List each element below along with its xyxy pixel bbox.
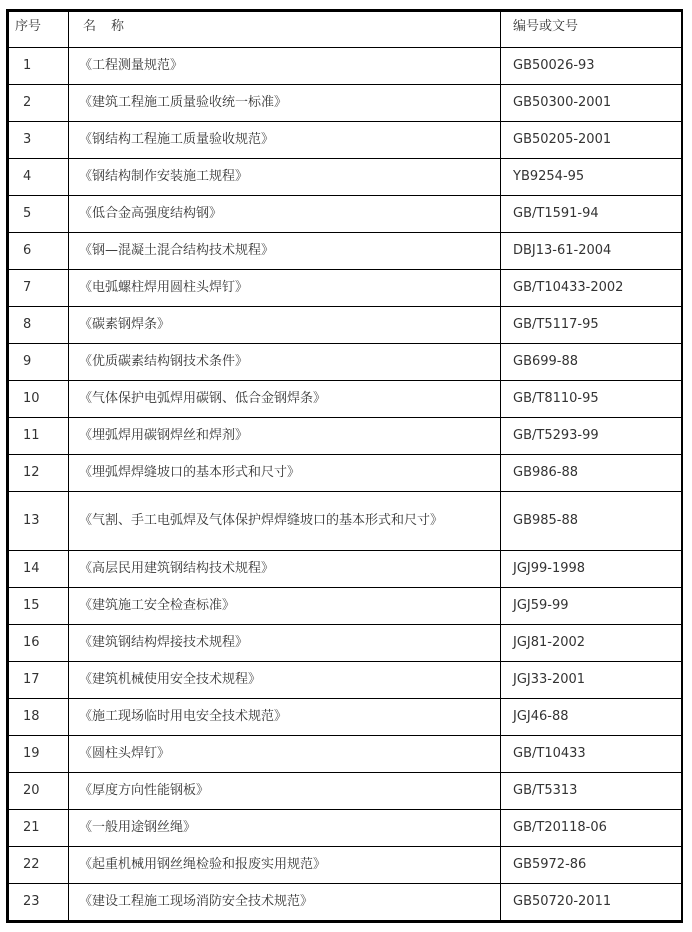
row-code: DBJ13-61-2004 (501, 233, 682, 270)
row-index: 11 (9, 418, 69, 455)
row-code: GB50300-2001 (501, 85, 682, 122)
row-index: 20 (9, 773, 69, 810)
row-code: GB/T1591-94 (501, 196, 682, 233)
row-code: GB/T5117-95 (501, 307, 682, 344)
row-name: 《起重机械用钢丝绳检验和报废实用规范》 (69, 847, 501, 884)
row-name: 《优质碳素结构钢技术条件》 (69, 344, 501, 381)
table-row (9, 270, 682, 307)
row-code: GB50205-2001 (501, 122, 682, 159)
row-name: 《碳素钢焊条》 (69, 307, 501, 344)
row-code: GB699-88 (501, 344, 682, 381)
row-code: GB50720-2011 (501, 884, 682, 921)
row-name: 《钢—混凝土混合结构技术规程》 (69, 233, 501, 270)
row-name: 《气体保护电弧焊用碳钢、低合金钢焊条》 (69, 381, 501, 418)
row-code: JGJ46-88 (501, 699, 682, 736)
row-code: JGJ33-2001 (501, 662, 682, 699)
table-row (9, 773, 682, 810)
row-code: GB/T8110-95 (501, 381, 682, 418)
row-name: 《建设工程施工现场消防安全技术规范》 (69, 884, 501, 921)
row-index: 8 (9, 307, 69, 344)
row-name: 《电弧螺柱焊用圆柱头焊钉》 (69, 270, 501, 307)
row-name: 《建筑钢结构焊接技术规程》 (69, 625, 501, 662)
row-index: 13 (9, 492, 69, 551)
row-index: 17 (9, 662, 69, 699)
row-index: 15 (9, 588, 69, 625)
row-index: 18 (9, 699, 69, 736)
row-index: 5 (9, 196, 69, 233)
row-index: 9 (9, 344, 69, 381)
row-code: GB/T10433-2002 (501, 270, 682, 307)
table-row (9, 699, 682, 736)
standards-table-frame (6, 9, 683, 923)
table-row (9, 122, 682, 159)
row-index: 23 (9, 884, 69, 921)
table-row (9, 810, 682, 847)
row-name: 《厚度方向性能钢板》 (69, 773, 501, 810)
table-row (9, 159, 682, 196)
row-index: 1 (9, 48, 69, 85)
row-name: 《高层民用建筑钢结构技术规程》 (69, 551, 501, 588)
row-name: 《钢结构工程施工质量验收规范》 (69, 122, 501, 159)
row-name: 《钢结构制作安装施工规程》 (69, 159, 501, 196)
row-code: GB50026-93 (501, 48, 682, 85)
table-row (9, 884, 682, 921)
row-index: 22 (9, 847, 69, 884)
row-index: 7 (9, 270, 69, 307)
row-index: 21 (9, 810, 69, 847)
row-index: 16 (9, 625, 69, 662)
table-row (9, 492, 682, 551)
table-header-row (9, 12, 682, 48)
table-row (9, 307, 682, 344)
row-code: GB/T5313 (501, 773, 682, 810)
header-name: 名 称 (69, 12, 501, 48)
row-name: 《建筑施工安全检查标准》 (69, 588, 501, 625)
row-name: 《建筑工程施工质量验收统一标准》 (69, 85, 501, 122)
row-code: GB/T5293-99 (501, 418, 682, 455)
row-index: 6 (9, 233, 69, 270)
row-name: 《气割、手工电弧焊及气体保护焊焊缝坡口的基本形式和尺寸》 (69, 492, 501, 551)
row-name: 《工程测量规范》 (69, 48, 501, 85)
row-name: 《低合金高强度结构钢》 (69, 196, 501, 233)
row-code: GB/T20118-06 (501, 810, 682, 847)
row-code: GB985-88 (501, 492, 682, 551)
row-code: GB986-88 (501, 455, 682, 492)
table-row (9, 551, 682, 588)
table-row (9, 381, 682, 418)
table-row (9, 662, 682, 699)
row-code: GB5972-86 (501, 847, 682, 884)
header-code: 编号或文号 (501, 12, 682, 48)
table-row (9, 344, 682, 381)
header-index: 序号 (9, 12, 69, 48)
row-name: 《施工现场临时用电安全技术规范》 (69, 699, 501, 736)
table-row (9, 196, 682, 233)
table-row (9, 736, 682, 773)
row-code: YB9254-95 (501, 159, 682, 196)
standards-table (8, 11, 682, 921)
row-index: 14 (9, 551, 69, 588)
row-index: 4 (9, 159, 69, 196)
row-name: 《建筑机械使用安全技术规程》 (69, 662, 501, 699)
row-code: JGJ59-99 (501, 588, 682, 625)
table-row (9, 233, 682, 270)
row-name: 《一般用途钢丝绳》 (69, 810, 501, 847)
table-row (9, 85, 682, 122)
row-code: JGJ99-1998 (501, 551, 682, 588)
table-body (9, 48, 682, 921)
row-index: 12 (9, 455, 69, 492)
row-name: 《圆柱头焊钉》 (69, 736, 501, 773)
table-row (9, 455, 682, 492)
table-row (9, 588, 682, 625)
row-name: 《埋弧焊焊缝坡口的基本形式和尺寸》 (69, 455, 501, 492)
row-index: 19 (9, 736, 69, 773)
row-index: 10 (9, 381, 69, 418)
table-row (9, 847, 682, 884)
row-index: 2 (9, 85, 69, 122)
table-row (9, 625, 682, 662)
table-row (9, 48, 682, 85)
table-row (9, 418, 682, 455)
row-name: 《埋弧焊用碳钢焊丝和焊剂》 (69, 418, 501, 455)
row-code: GB/T10433 (501, 736, 682, 773)
row-index: 3 (9, 122, 69, 159)
row-code: JGJ81-2002 (501, 625, 682, 662)
